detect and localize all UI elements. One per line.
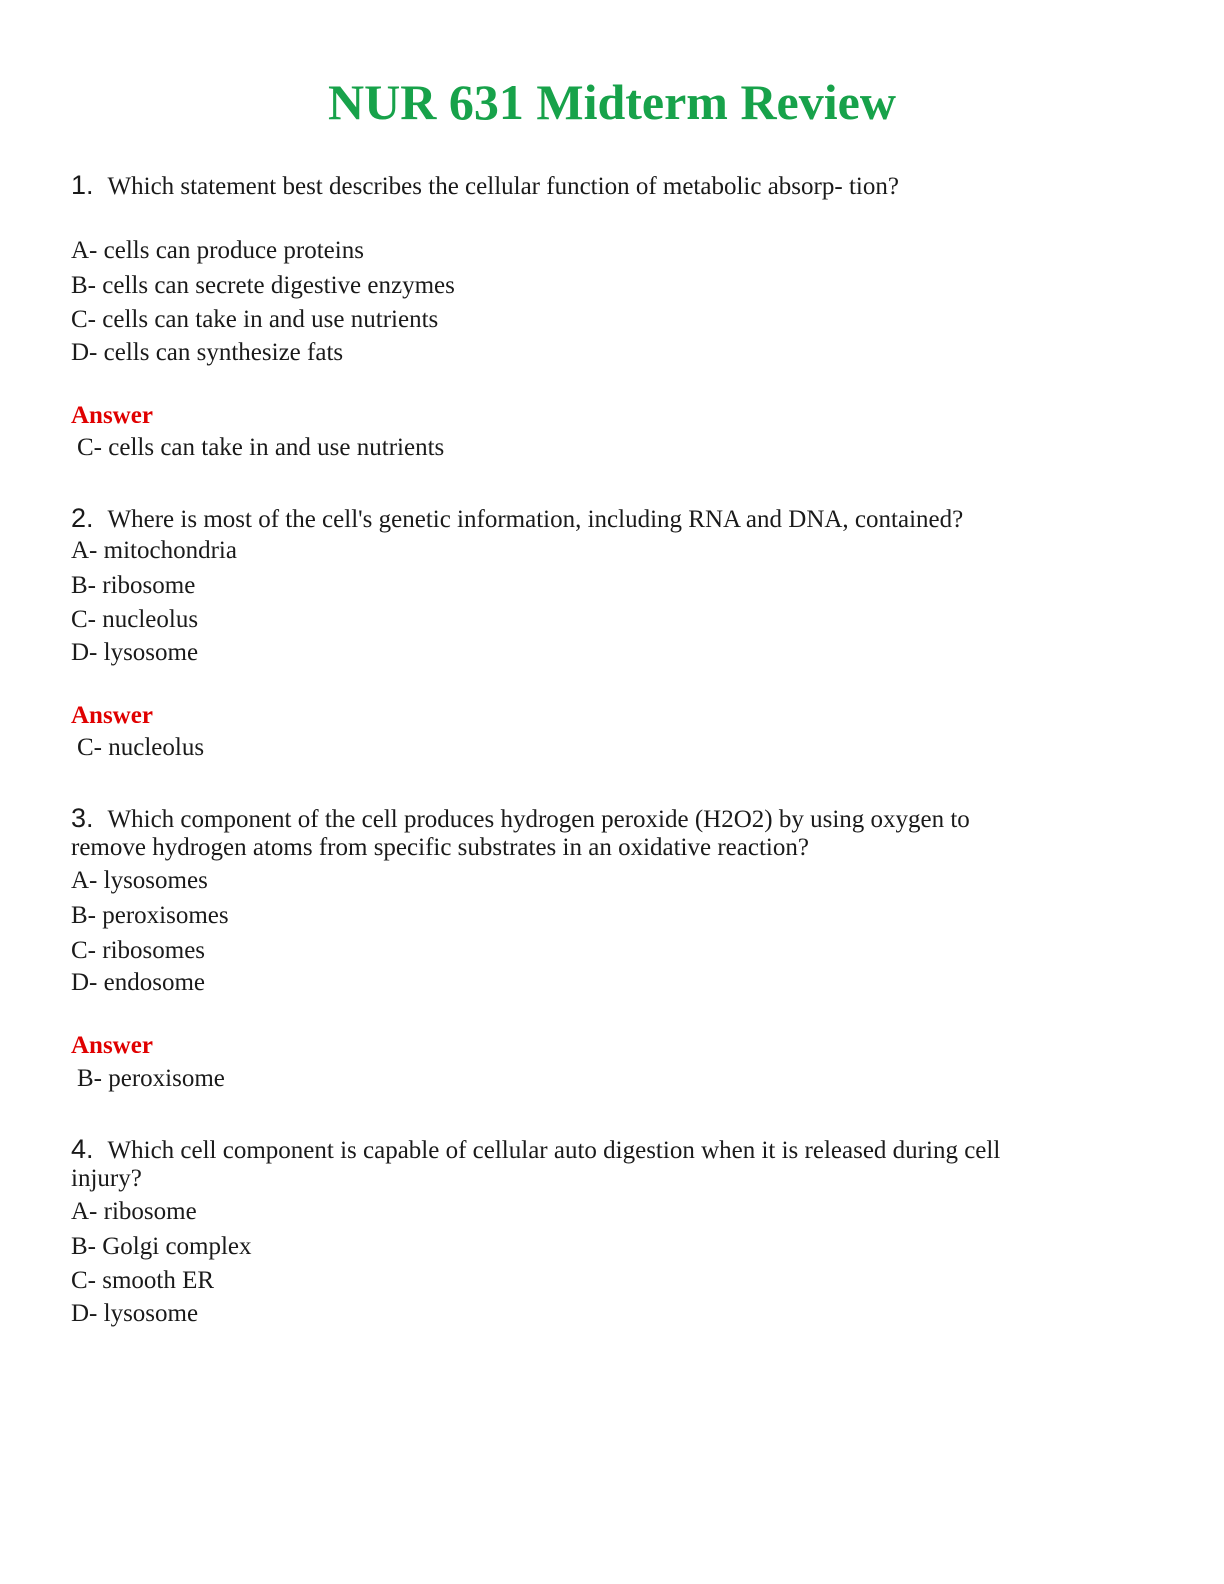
question-2-text: Where is most of the cell's genetic information, including RNA and DNA, contained? bbox=[107, 506, 964, 533]
question-3-answer: B- peroxisome bbox=[77, 1065, 225, 1092]
question-1-number: 1. bbox=[71, 170, 94, 200]
question-3-text-line-1: Which component of the cell produces hydrogen peroxide (H2O2) by using oxygen to bbox=[107, 806, 970, 833]
question-1-text: Which statement best describes the cellular function of metabolic absorp- tion? bbox=[107, 173, 899, 200]
question-1-option-a: A- cells can produce proteins bbox=[71, 237, 364, 264]
question-2-number: 2. bbox=[71, 503, 94, 533]
question-1-option-d: D- cells can synthesize fats bbox=[71, 339, 344, 366]
question-1-option-c: C- cells can take in and use nutrients bbox=[71, 306, 439, 333]
question-1-option-b: B- cells can secrete digestive enzymes bbox=[71, 272, 455, 299]
question-1-answer: C- cells can take in and use nutrients bbox=[77, 434, 445, 461]
question-1-answer-label: Answer bbox=[71, 402, 153, 429]
question-2-answer-label: Answer bbox=[71, 702, 153, 729]
question-3-number: 3. bbox=[71, 803, 94, 833]
page-title: NUR 631 Midterm Review bbox=[328, 74, 896, 130]
question-4-option-b: B- Golgi complex bbox=[71, 1233, 252, 1260]
question-2-option-d: D- lysosome bbox=[71, 639, 199, 666]
question-4-option-c: C- smooth ER bbox=[71, 1267, 215, 1294]
question-4-number: 4. bbox=[71, 1134, 94, 1164]
question-2-option-c: C- nucleolus bbox=[71, 606, 199, 633]
question-2-option-a: A- mitochondria bbox=[71, 537, 237, 564]
question-2-stem bbox=[71, 503, 963, 535]
question-4-option-a: A- ribosome bbox=[71, 1198, 197, 1225]
question-3-option-c: C- ribosomes bbox=[71, 937, 206, 964]
question-4-stem bbox=[71, 1134, 1000, 1166]
question-3-text-line-2: remove hydrogen atoms from specific substrates in an oxidative reaction? bbox=[71, 834, 809, 861]
question-4-option-d: D- lysosome bbox=[71, 1300, 199, 1327]
question-2-answer: C- nucleolus bbox=[77, 734, 205, 761]
question-3-option-d: D- endosome bbox=[71, 969, 205, 996]
question-2-option-b: B- ribosome bbox=[71, 572, 196, 599]
question-3-stem bbox=[71, 803, 970, 835]
question-1-stem bbox=[71, 170, 899, 202]
question-4-text-line-2: injury? bbox=[71, 1165, 142, 1192]
question-3-option-a: A- lysosomes bbox=[71, 867, 208, 894]
question-3-answer-label: Answer bbox=[71, 1032, 153, 1059]
question-4-text-line-1: Which cell component is capable of cellular auto digestion when it is released during cell bbox=[107, 1137, 1001, 1164]
question-3-option-b: B- peroxisomes bbox=[71, 902, 229, 929]
